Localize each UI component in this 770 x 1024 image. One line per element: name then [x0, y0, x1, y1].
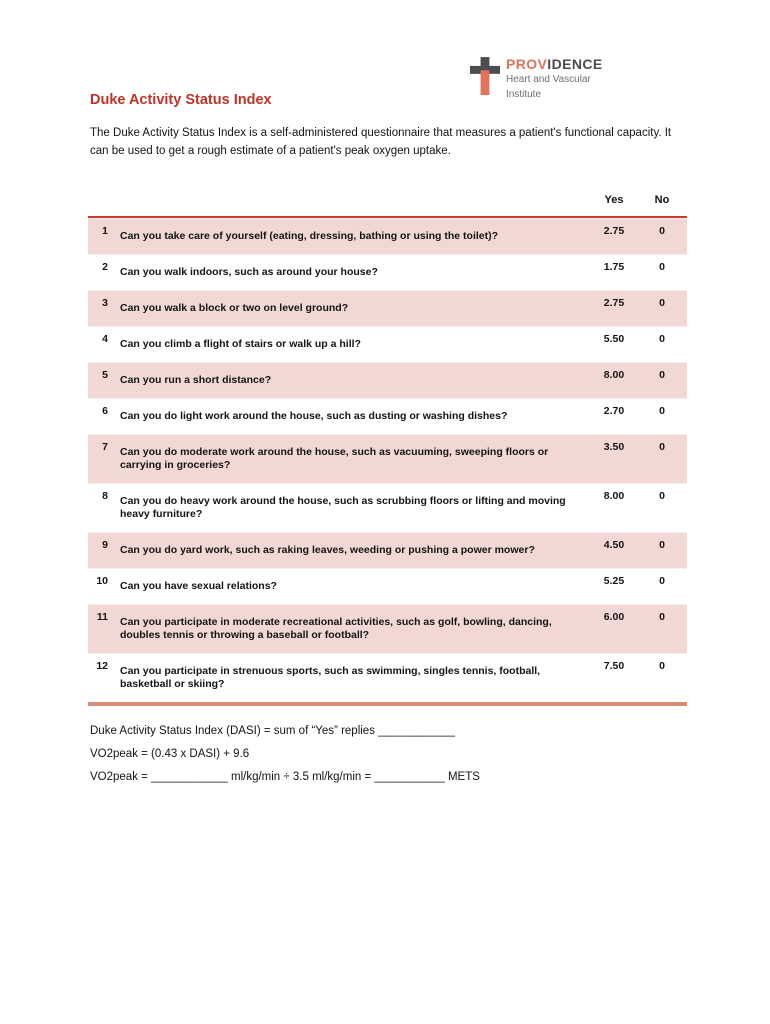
question-text: Can you do light work around the house, such as dusting or washing dishes?	[120, 410, 508, 422]
question-number: 1	[102, 225, 108, 237]
question-number: 12	[96, 660, 108, 672]
column-header-yes: Yes	[604, 194, 624, 206]
table-row	[88, 290, 687, 327]
vo2-blank-line: VO2peak = ____________ ml/kg/min ÷ 3.5 ml/kg/min = ___________ METS	[90, 771, 480, 783]
logo-text	[506, 56, 603, 101]
question-text: Can you do yard work, such as raking leaves, weeding or pushing a power mower?	[120, 544, 535, 556]
question-text: Can you walk a block or two on level ground?	[120, 302, 349, 314]
question-text: Can you walk indoors, such as around your house?	[120, 266, 378, 278]
no-value: 0	[659, 611, 665, 623]
yes-value: 5.25	[603, 575, 625, 587]
yes-value: 5.50	[603, 333, 625, 345]
dasi-sum-line: Duke Activity Status Index (DASI) = sum of “Yes” replies ____________	[90, 725, 455, 737]
no-value: 0	[659, 405, 665, 417]
question-number: 2	[102, 261, 108, 273]
yes-value: 1.75	[603, 261, 625, 273]
yes-value: 2.75	[603, 297, 625, 309]
no-value: 0	[659, 369, 665, 381]
no-value: 0	[659, 441, 665, 453]
table-row	[88, 362, 687, 399]
brand-name	[506, 56, 603, 72]
no-value: 0	[659, 261, 665, 273]
table-row	[88, 569, 687, 604]
question-text: Can you climb a flight of stairs or walk up a hill?	[120, 338, 361, 350]
yes-value: 8.00	[603, 490, 625, 502]
table-row	[88, 604, 687, 654]
question-number: 7	[102, 441, 108, 453]
no-value: 0	[659, 297, 665, 309]
score-formulas	[90, 724, 480, 793]
brand-name-rest: IDENCE	[547, 56, 603, 72]
brand-name-accent: PROV	[506, 56, 548, 72]
question-number: 4	[102, 333, 108, 345]
brand-subtitle-line1: Heart and Vascular	[506, 74, 591, 85]
column-header-no: No	[654, 194, 670, 206]
table-row	[88, 434, 687, 484]
no-value: 0	[659, 490, 665, 502]
no-value: 0	[659, 539, 665, 551]
yes-value: 6.00	[603, 611, 625, 623]
providence-logo	[470, 56, 603, 101]
question-number: 9	[102, 539, 108, 551]
question-text: Can you run a short distance?	[120, 374, 272, 386]
question-text: Can you participate in strenuous sports, such as swimming, singles tennis, football, basketball or skiing?	[120, 665, 541, 690]
vo2-formula-line: VO2peak = (0.43 x DASI) + 9.6	[90, 748, 250, 760]
table-row	[88, 399, 687, 434]
question-number: 3	[102, 297, 108, 309]
question-number: 6	[102, 405, 108, 417]
yes-value: 7.50	[603, 660, 625, 672]
question-number: 5	[102, 369, 108, 381]
brand-subtitle-line2: Institute	[506, 88, 542, 100]
dasi-table	[88, 216, 687, 706]
question-text: Can you take care of yourself (eating, dressing, bathing or using the toilet)?	[120, 230, 499, 242]
table-row	[88, 218, 687, 255]
question-number: 8	[102, 490, 108, 502]
yes-value: 8.00	[603, 369, 625, 381]
yes-value: 2.75	[603, 225, 625, 237]
no-value: 0	[659, 225, 665, 237]
intro-paragraph: The Duke Activity Status Index is a self-administered questionnaire that measures a patient's functional capacity. It can be used to get a rough estimate of a patient's peak oxygen uptake.	[90, 127, 672, 158]
yes-value: 3.50	[603, 441, 625, 453]
table-row	[88, 654, 687, 702]
yes-value: 2.70	[603, 405, 625, 417]
page-title: Duke Activity Status Index	[90, 92, 272, 108]
question-text: Can you do moderate work around the house, such as vacuuming, sweeping floors or carrying in groceries?	[120, 446, 549, 471]
question-text: Can you participate in moderate recreational activities, such as golf, bowling, dancing, doubles tennis or throwing a baseball or football?	[120, 616, 552, 641]
question-number: 11	[96, 611, 108, 623]
table-row	[88, 484, 687, 532]
yes-value: 4.50	[603, 539, 625, 551]
table-row	[88, 327, 687, 362]
cross-icon	[470, 56, 500, 97]
question-text: Can you have sexual relations?	[120, 580, 277, 592]
question-number: 10	[96, 575, 108, 587]
no-value: 0	[659, 660, 665, 672]
no-value: 0	[659, 575, 665, 587]
table-row	[88, 255, 687, 290]
no-value: 0	[659, 333, 665, 345]
table-row	[88, 532, 687, 569]
question-text: Can you do heavy work around the house, such as scrubbing floors or lifting and moving heavy furniture?	[120, 495, 566, 520]
